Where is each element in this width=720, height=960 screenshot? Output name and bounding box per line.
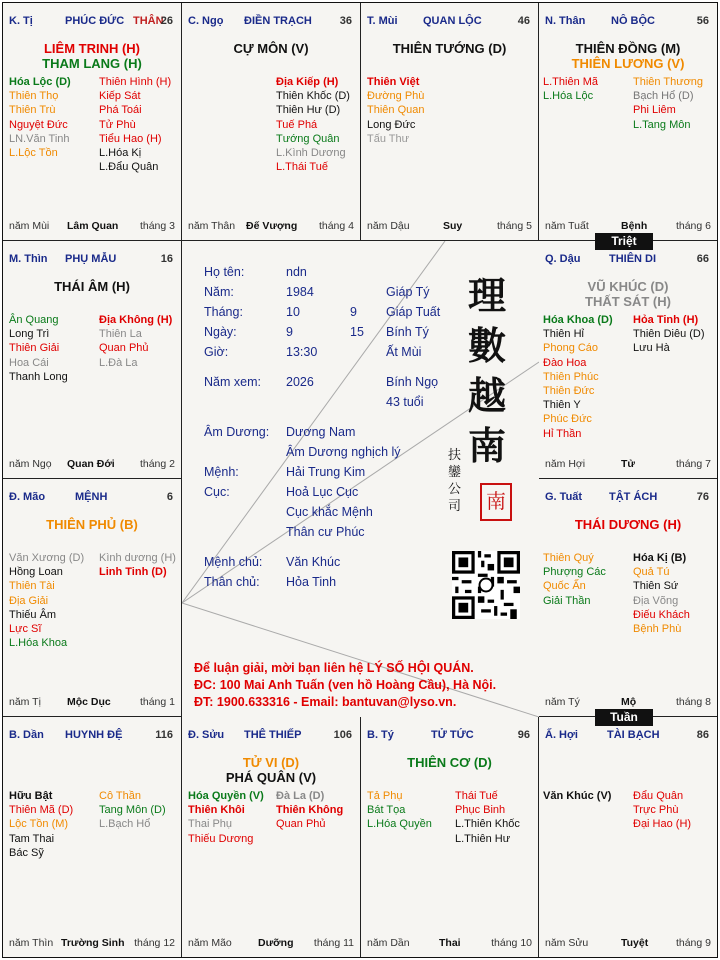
month: tháng 6: [675, 220, 711, 232]
star: Phi Liêm: [633, 104, 676, 117]
star: Hóa Lộc (D): [9, 76, 71, 88]
palace-name: PHÚC ĐỨC: [65, 15, 125, 27]
star: Văn Khúc (V): [543, 790, 612, 802]
life-stage: Thai: [439, 937, 461, 949]
star: Thanh Long: [9, 370, 68, 383]
star: Thiên Phúc: [543, 370, 599, 383]
year: năm Mùi: [9, 220, 50, 232]
label-than-chu: Thân chủ:: [204, 575, 260, 589]
star: Bạch Hổ (D): [633, 90, 694, 103]
calligraphy-char: 理: [468, 273, 507, 318]
label-thang: Tháng:: [204, 305, 243, 319]
calligraphy-char: 南: [468, 423, 507, 468]
year: năm Ngọ: [9, 458, 52, 470]
life-stage: Quan Đới: [67, 458, 115, 470]
star: Quả Tú: [633, 566, 670, 579]
month: tháng 3: [139, 220, 175, 232]
red-seal: 南: [480, 483, 512, 521]
palace-branch: Ấ. Hợi: [545, 729, 578, 741]
value-am-duong-2: Âm Dương nghịch lý: [286, 445, 401, 459]
star: Hoa Cái: [9, 356, 49, 369]
tuvi-chart: [2, 2, 718, 958]
month: tháng 12: [134, 937, 175, 949]
star: Tướng Quân: [276, 132, 340, 145]
palace-number: 26: [160, 15, 173, 27]
star: Quốc Ấn: [543, 580, 586, 593]
main-star: VŨ KHÚC (D): [587, 279, 669, 294]
star: Điếu Khách: [633, 608, 690, 621]
label-nam-xem: Năm xem:: [204, 375, 261, 389]
star: Đại Hao (H): [633, 818, 692, 831]
main-star: THIÊN ĐỒNG (M): [575, 41, 681, 56]
year: năm Dậu: [367, 220, 410, 232]
year: năm Sửu: [545, 937, 589, 949]
star: Tấu Thư: [367, 132, 410, 145]
star: Thiên Khôi: [188, 804, 245, 817]
star: Thiên Không: [276, 804, 344, 817]
palace-branch: B. Tý: [367, 729, 394, 741]
star: Thiên Thọ: [9, 90, 59, 103]
life-stage: Tuyệt: [621, 937, 649, 949]
palace-number: 96: [517, 729, 530, 741]
main-star: THIÊN CƠ (D): [407, 755, 492, 770]
palace-name: HUYNH ĐỆ: [65, 729, 123, 741]
palace-number: 116: [155, 729, 173, 741]
main-star: THIÊN PHỦ (B): [46, 517, 138, 532]
value-thang-am: 9: [350, 305, 357, 319]
star: Tử Phù: [99, 118, 136, 131]
star: Lực Sĩ: [9, 623, 42, 636]
palace-name: NÔ BỘC: [611, 15, 655, 27]
star: Đà La (D): [276, 790, 325, 802]
star: L.Lộc Tồn: [9, 147, 58, 160]
star: Thiên Y: [543, 399, 581, 412]
star: L.Hóa Quyền: [367, 818, 432, 831]
star: Thiên Diêu (D): [633, 328, 705, 341]
star: Thiên Việt: [367, 76, 420, 88]
palace-branch: C. Ngọ: [188, 15, 224, 27]
month: tháng 5: [496, 220, 532, 232]
star: Thiên Đức: [543, 385, 595, 398]
value-nam: 1984: [286, 285, 314, 299]
star: L.Thiên Khốc: [455, 818, 520, 831]
palace-mao: [3, 479, 182, 717]
star: Thiên Thương: [633, 76, 704, 88]
main-star: TỬ VI (D): [242, 755, 300, 770]
palace-branch: M. Thìn: [9, 253, 48, 265]
value-thang-can: Giáp Tuất: [386, 305, 441, 319]
value-nam-xem: 2026: [286, 375, 314, 389]
life-stage: Bệnh: [621, 220, 648, 232]
palace-number: 66: [696, 253, 709, 265]
star: Thái Tuế: [455, 790, 498, 802]
life-stage: Trường Sinh: [61, 937, 125, 949]
star: L.Đẩu Quân: [99, 161, 159, 174]
label-menh: Mệnh:: [204, 465, 239, 479]
palace-number: 6: [166, 491, 173, 503]
life-stage: Mộc Dục: [67, 696, 111, 708]
star: Bác Sỹ: [9, 846, 44, 859]
star: Phục Binh: [455, 804, 506, 817]
palace-name: THIÊN DI: [609, 253, 657, 265]
star: Phong Cáo: [543, 342, 599, 355]
star: Bệnh Phù: [633, 623, 682, 636]
month: tháng 11: [313, 937, 354, 949]
label-am-duong: Âm Dương:: [204, 425, 270, 439]
star: Thiên Mã (D): [9, 804, 74, 817]
year: năm Tuất: [545, 220, 589, 232]
value-menh: Hải Trung Kim: [286, 465, 366, 479]
main-star: THIÊN LƯƠNG (V): [571, 56, 685, 71]
star: Đào Hoa: [543, 356, 587, 369]
star: Thiên Quan: [367, 104, 425, 117]
star: Hóa Kị (B): [633, 552, 687, 564]
palace-name: ĐIỀN TRẠCH: [244, 15, 312, 27]
star: Thiếu Âm: [9, 608, 57, 621]
label-nam: Năm:: [204, 285, 234, 299]
contact-phone-email: ĐT: 1900.633316 - Email: bantuvan@lyso.vn.: [194, 695, 457, 709]
palace-mui: [361, 3, 539, 241]
star: Thiên Hỉ: [543, 328, 584, 341]
month: tháng 2: [139, 458, 175, 470]
palace-name: PHỤ MẪU: [65, 253, 117, 265]
palace-thin: [3, 241, 182, 479]
star: Thiên Quý: [543, 552, 594, 564]
label-menh-chu: Mệnh chủ:: [204, 555, 263, 569]
year: năm Dần: [367, 937, 410, 949]
year: năm Tị: [9, 696, 41, 708]
value-cuc-3: Thân cư Phúc: [286, 525, 365, 539]
palace-than: [539, 3, 717, 241]
star: Trực Phù: [633, 804, 679, 817]
star: Hỉ Thần: [543, 427, 582, 440]
palace-number: 86: [696, 729, 709, 741]
star: Địa Kiếp (H): [276, 76, 339, 88]
value-cuc-2: Cục khắc Mệnh: [286, 505, 373, 519]
palace-branch: B. Dần: [9, 729, 44, 741]
calligraphy: [468, 271, 518, 471]
value-cuc: Hoả Lục Cục: [286, 485, 359, 499]
star: Tiểu Hao (H): [99, 132, 162, 145]
star: Tam Thai: [9, 832, 55, 845]
star: Quan Phủ: [276, 818, 326, 831]
star: Cô Thần: [99, 790, 141, 802]
star: L.Đà La: [99, 356, 138, 369]
star: Địa Không (H): [99, 314, 173, 326]
star: Địa Võng: [633, 594, 679, 607]
center-info-panel: [182, 241, 539, 717]
main-star: THAM LANG (H): [42, 56, 142, 71]
value-nam-xem-can: Bính Ngọ: [386, 375, 439, 389]
value-am-duong: Dương Nam: [286, 425, 356, 439]
palace-name: TẬT ÁCH: [609, 491, 658, 503]
calligraphy-small: 扶 鑾 公 司: [448, 448, 462, 514]
star: Hóa Quyền (V): [188, 790, 264, 802]
main-star: PHÁ QUÂN (V): [225, 770, 317, 785]
label-cuc: Cục:: [204, 485, 230, 499]
month: tháng 8: [675, 696, 711, 708]
star: Linh Tinh (D): [99, 566, 167, 579]
month: tháng 9: [675, 937, 711, 949]
star: Đẩu Quân: [633, 790, 684, 802]
palace-branch: Q. Dậu: [545, 253, 581, 265]
life-stage: Tử: [621, 458, 636, 470]
palace-branch: T. Mùi: [367, 15, 398, 27]
star: Quan Phủ: [99, 342, 149, 355]
month: tháng 4: [318, 220, 354, 232]
star: Thiên Sứ: [633, 580, 679, 593]
value-gio: 13:30: [286, 345, 318, 359]
palace-suu: [182, 717, 361, 957]
star: L.Thái Tuế: [276, 161, 328, 174]
value-ngay-am: 15: [350, 325, 364, 339]
star: Địa Giải: [9, 594, 49, 607]
star: LN.Văn Tinh: [9, 132, 70, 145]
label-gio: Giờ:: [204, 345, 229, 359]
palace-ngo: [182, 3, 361, 241]
star: Thiên Giải: [9, 342, 60, 355]
year: năm Hợi: [545, 458, 586, 470]
value-gio-can: Ất Mùi: [386, 345, 422, 359]
year: năm Thân: [188, 220, 236, 232]
main-star: THẤT SÁT (H): [585, 294, 671, 309]
value-ngay-duong: 9: [286, 325, 293, 339]
main-star: CỰ MÔN (V): [233, 41, 309, 56]
value-nam-can: Giáp Tý: [386, 285, 430, 299]
star: L.Hóa Khoa: [9, 637, 68, 650]
palace-dan: [3, 717, 182, 957]
star: L.Hóa Lộc: [543, 90, 594, 103]
palace-number: 16: [160, 253, 173, 265]
calligraphy-char: 越: [468, 373, 507, 418]
year: năm Thìn: [9, 937, 54, 949]
palace-branch: Đ. Sửu: [188, 729, 225, 741]
star: Thai Phụ: [188, 818, 233, 831]
value-ho-ten: ndn: [286, 265, 307, 279]
star: Tả Phụ: [367, 790, 403, 802]
life-stage: Mộ: [621, 696, 637, 708]
star: Đường Phù: [367, 90, 425, 103]
palace-number: 106: [333, 729, 352, 741]
star: Thiên Khốc (D): [276, 90, 350, 103]
palace-number: 56: [696, 15, 709, 27]
star: L.Bạch Hổ: [99, 818, 151, 831]
main-star: THÁI ÂM (H): [54, 279, 130, 294]
star: Ân Quang: [9, 314, 59, 326]
star: L.Hóa Kị: [99, 147, 142, 160]
palace-name: THÊ THIẾP: [244, 729, 302, 741]
star: Thiên Trù: [9, 104, 56, 117]
palace-dau: [539, 241, 717, 479]
star: L.Thiên Hư: [455, 832, 511, 845]
star: Phúc Đức: [543, 413, 592, 426]
star: Hóa Khoa (D): [543, 314, 613, 326]
palace-number: 46: [517, 15, 530, 27]
star: Hồng Loan: [9, 566, 63, 579]
calligraphy-char: 數: [468, 323, 507, 368]
palace-branch: Đ. Mão: [9, 491, 46, 503]
palace-number: 36: [339, 15, 352, 27]
star: Văn Xương (D): [9, 552, 85, 564]
star: Giải Thần: [543, 594, 591, 607]
star: Thiên Hình (H): [99, 76, 172, 88]
star: Bát Tọa: [367, 804, 406, 817]
palace-ti: [3, 3, 182, 241]
star: Hữu Bật: [9, 790, 53, 802]
year: năm Mão: [188, 937, 232, 949]
value-menh-chu: Văn Khúc: [286, 555, 341, 569]
star: Kình dương (H): [99, 552, 176, 564]
month: tháng 10: [491, 937, 532, 949]
value-than-chu: Hỏa Tinh: [286, 575, 337, 589]
star: Kiếp Sát: [99, 90, 141, 103]
life-stage: Đế Vượng: [246, 220, 298, 232]
label-ho-ten: Họ tên:: [204, 265, 245, 279]
star: Phá Toái: [99, 104, 142, 117]
life-stage: Dưỡng: [258, 937, 294, 949]
star: L.Tang Môn: [633, 118, 691, 131]
label-ngay: Ngày:: [204, 325, 237, 339]
palace-branch: K. Tị: [9, 15, 33, 27]
qr-code-icon: [452, 551, 520, 619]
palace-ty: [361, 717, 539, 957]
star: Lộc Tồn (M): [9, 818, 69, 831]
main-star: LIÊM TRINH (H): [43, 41, 141, 56]
star: L.Thiên Mã: [543, 76, 599, 88]
palace-tuat: [539, 479, 717, 717]
star: L.Kình Dương: [276, 147, 346, 160]
star: Long Đức: [367, 118, 416, 131]
palace-number: 76: [696, 491, 709, 503]
star: Nguyệt Đức: [9, 118, 68, 131]
month: tháng 7: [675, 458, 711, 470]
palace-name: TỬ TỨC: [431, 729, 474, 741]
palace-branch: N. Thân: [545, 15, 586, 27]
triet-tag: Triệt: [595, 233, 653, 250]
value-ngay-can: Bính Tý: [386, 325, 429, 339]
palace-name: MỆNH: [75, 491, 108, 503]
star: Thiên La: [99, 328, 142, 341]
star: Long Trì: [9, 328, 50, 341]
year: năm Tý: [545, 696, 580, 708]
star: Tuế Phá: [276, 118, 318, 131]
value-thang-duong: 10: [286, 305, 300, 319]
star: Lưu Hà: [633, 342, 670, 355]
palace-hoi: [539, 717, 717, 957]
tuan-tag: Tuần: [595, 709, 653, 726]
life-stage: Lâm Quan: [67, 220, 119, 232]
main-star: THÁI DƯƠNG (H): [574, 517, 682, 532]
star: Thiếu Dương: [188, 832, 254, 845]
palace-name: TÀI BẠCH: [607, 729, 660, 741]
main-star: THIÊN TƯỚNG (D): [392, 41, 507, 56]
life-stage: Suy: [443, 220, 463, 232]
star: Thiên Tài: [9, 580, 55, 593]
value-tuoi: 43 tuổi: [386, 395, 424, 409]
palace-branch: G. Tuất: [545, 491, 583, 503]
star: Hỏa Tinh (H): [633, 314, 699, 326]
month: tháng 1: [139, 696, 175, 708]
star: Phượng Các: [543, 566, 606, 579]
star: Tang Môn (D): [99, 804, 166, 817]
contact-address: ĐC: 100 Mai Anh Tuấn (ven hồ Hoàng Cầu), Hà Nội.: [194, 678, 497, 692]
contact-line-1: Để luận giải, mời bạn liên hệ LÝ SỐ HỘI QUÁN.: [194, 661, 474, 675]
star: Thiên Hư (D): [276, 104, 341, 117]
palace-name: QUAN LỘC: [423, 15, 482, 27]
than-marker: THÂN: [133, 15, 164, 27]
